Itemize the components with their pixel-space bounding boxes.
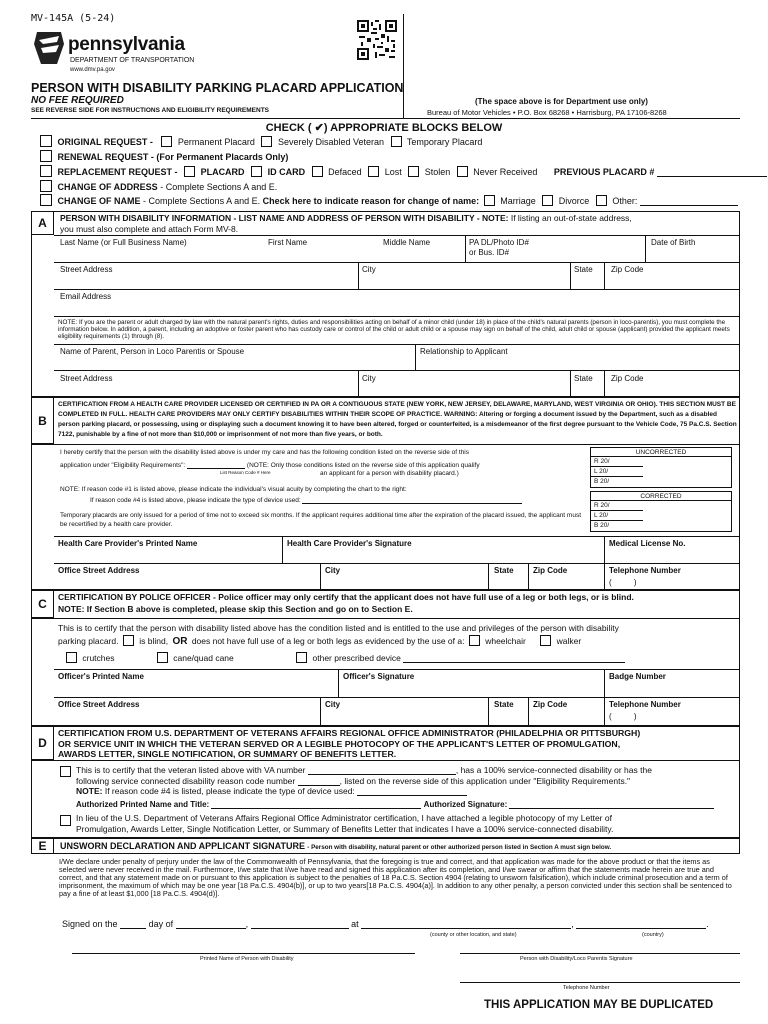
- lost-label: Lost: [384, 167, 402, 177]
- auth-signature-label: Authorized Signature:: [423, 800, 508, 809]
- relationship-label: Relationship to Applicant: [420, 347, 508, 356]
- permanent-placard-label: Permanent Placard: [177, 137, 255, 147]
- officer-office-label: Office Street Address: [58, 700, 140, 709]
- applicant-name-field[interactable]: [56, 248, 461, 260]
- va-line-3b: If reason code #4 is listed, please indicate the type of device used:: [104, 786, 355, 796]
- defaced-label: Defaced: [328, 167, 362, 177]
- temp-placard-note: Temporary placards are only issued for a period of time not to exceed six months. If the applicant requires additional time after the expiration of the placard issued, the applicant must be recertified by a health care provider.: [60, 512, 582, 528]
- email-field[interactable]: [56, 302, 736, 314]
- signed-location-field[interactable]: [361, 920, 571, 929]
- police-line-2b: does not have full use of a leg or both legs as evidenced by the use of a:: [191, 636, 465, 646]
- change-of-address-label: CHANGE OF ADDRESS: [57, 182, 158, 192]
- section-d-heading-3: AWARDS LETTER, SINGLE NOTIFICATION, OR SUMMARY OF BENEFITS LETTER.: [58, 749, 397, 759]
- auth-name-label: Authorized Printed Name and Title:: [76, 800, 210, 809]
- license-label: Medical License No.: [609, 539, 686, 548]
- section-a-letter: A: [31, 211, 54, 235]
- placard-label: PLACARD: [200, 167, 245, 177]
- id-card-label: ID CARD: [267, 167, 306, 177]
- lieu-line-1: In lieu of the U.S. Department of Veterans Affairs Regional Office Administrator certification, I have attached a legible photocopy of my Letter of: [76, 813, 612, 823]
- officer-name-label: Officer's Printed Name: [58, 672, 144, 681]
- see-reverse: SEE REVERSE SIDE FOR INSTRUCTIONS AND ELIGIBILITY REQUIREMENTS: [31, 107, 269, 114]
- zip-label: Zip Code: [611, 265, 644, 274]
- other-device-checkbox[interactable]: [296, 652, 307, 663]
- printed-name-line[interactable]: [72, 953, 415, 954]
- signature-caption: Person with Disability/Loco Parentis Signature: [520, 956, 633, 962]
- officer-city-label: City: [325, 700, 341, 709]
- change-of-name-checkbox[interactable]: [40, 194, 52, 206]
- day-of-label: day of: [148, 919, 174, 929]
- corrected-label: CORRECTED: [591, 492, 731, 501]
- change-of-name-rest: - Complete Sections A and E.: [143, 196, 261, 206]
- dob-label: Date of Birth: [651, 238, 696, 247]
- divorce-checkbox[interactable]: [542, 195, 553, 206]
- other-checkbox[interactable]: [596, 195, 607, 206]
- wheelchair-checkbox[interactable]: [469, 635, 480, 646]
- street-address-label: Street Address: [60, 265, 113, 274]
- telephone-line[interactable]: [460, 982, 740, 983]
- va-line-1b: , has a 100% service-connected disability or has the: [455, 765, 652, 775]
- blind-checkbox[interactable]: [123, 635, 134, 646]
- pa-dl-label: PA DL/Photo ID#: [469, 238, 529, 247]
- original-request-label: ORIGINAL REQUEST -: [57, 137, 153, 147]
- lost-checkbox[interactable]: [368, 166, 379, 177]
- corrected-b[interactable]: B 20/: [594, 522, 610, 529]
- corrected-l[interactable]: L 20/: [591, 511, 643, 521]
- section-b-letter: B: [31, 397, 54, 444]
- renewal-request-checkbox[interactable]: [40, 150, 52, 162]
- section-a-note: NOTE: If you are the parent or adult charged by law with the natural parent's rights, duties and responsibilities acting on behalf of a minor child (under 18) in place of the child's natural parents (person in loco-parentis), you must complete the information below. In addition, a parent, including an adoptive or foster parent who has custody care or control of the child or adult child or a spouse may sign on behalf of the child, adult child or spouse (applicant) provided the applicant meets eligibility requirements (1) through (8).: [58, 319, 730, 341]
- section-a-heading: PERSON WITH DISABILITY INFORMATION - LIST NAME AND ADDRESS OF PERSON WITH DISABILITY - NOTE:: [60, 213, 509, 223]
- officer-phone-label: Telephone Number: [609, 700, 681, 709]
- va-device-field[interactable]: [357, 787, 467, 796]
- acuity-note-2: If reason code #4 is listed above, please indicate the type of device used:: [90, 497, 301, 504]
- other-device-field[interactable]: [403, 654, 625, 663]
- declaration-text: I/We declare under penalty of perjury under the law of the Commonwealth of Pennsylvania, that the foregoing is true and correct, and that application was made for the above product or that the items as selected were never received in the mail. Furthermore, I/we state that I/we have read and signed this application after its completion, and I/we swear or affirm that the statements made herein are true and correct, and that any statement made on or pursuant to this application is subject to the penalties of 18 Pa.C.S. Section 4904 (relating to unsworn falsification), which include criminal prosecution and a term of imprisonment, the maximum of which may be one year [18 Pa.C.S. 4904(b)], or up to two years[18 Pa.C.S. 4904(a)]. In addition to any other penalty, a person convicted under this section shall be sentenced to pay a fine of at least $1,000 [18 Pa.C.S. 4904(d)].: [59, 857, 732, 898]
- first-name-label: First Name: [268, 238, 308, 247]
- device-used-field[interactable]: [302, 495, 522, 504]
- other-label: Other:: [612, 196, 638, 206]
- replacement-request-checkbox[interactable]: [40, 165, 52, 177]
- form-id: MV-145A (5-24): [31, 13, 116, 24]
- cane-checkbox[interactable]: [157, 652, 168, 663]
- printed-name-caption: Printed Name of Person with Disability: [200, 956, 294, 962]
- section-a-heading-rest: If listing an out-of-state address,: [510, 213, 632, 223]
- reason-code-caption: List Reason Code # Here: [220, 470, 271, 475]
- hcp-state-label: State: [494, 566, 514, 575]
- never-received-checkbox[interactable]: [457, 166, 468, 177]
- officer-phone-paren[interactable]: ( ): [609, 712, 637, 721]
- logo-dept: DEPARTMENT OF TRANSPORTATION: [70, 57, 195, 64]
- certify-note: (NOTE: Only those conditions listed on the reverse side of this application qualify: [246, 462, 480, 469]
- qr-code-icon: [357, 20, 397, 60]
- keystone-logo-icon: [33, 30, 65, 66]
- placard-checkbox[interactable]: [184, 166, 195, 177]
- acuity-note-1: NOTE: If reason code #1 is listed above, please indicate the individual's visual acuity by completing the chart to the right:: [60, 486, 407, 493]
- stolen-label: Stolen: [424, 167, 451, 177]
- uncorrected-chart: [590, 447, 732, 488]
- va-line-1a: This is to certify that the veteran listed above with VA number: [76, 765, 306, 775]
- signed-on-label: Signed on the: [62, 919, 118, 929]
- va-line-2b: , listed on the reverse side of this application under "Eligibility Requirements.": [339, 776, 631, 786]
- temporary-placard-checkbox[interactable]: [391, 136, 402, 147]
- parent-zip-label: Zip Code: [611, 374, 644, 383]
- corrected-r[interactable]: R 20/: [591, 501, 643, 511]
- section-c-heading: CERTIFICATION BY POLICE OFFICER - Police officer may only certify that the applicant does not have full use of a leg or both legs, or is blind.: [58, 592, 634, 602]
- change-of-address-checkbox[interactable]: [40, 180, 52, 192]
- logo-name: pennsylvania: [68, 34, 185, 55]
- county-caption: (county or other location, and state): [430, 932, 517, 938]
- auth-signature-field[interactable]: [509, 800, 714, 809]
- temporary-placard-label: Temporary Placard: [406, 137, 483, 147]
- crutches-checkbox[interactable]: [66, 652, 77, 663]
- last-name-label: Last Name (or Full Business Name): [60, 238, 187, 247]
- walker-checkbox[interactable]: [540, 635, 551, 646]
- crutches-label: crutches: [82, 653, 115, 663]
- middle-name-label: Middle Name: [383, 238, 431, 247]
- blind-label: is blind,: [139, 636, 169, 646]
- applicant-signature-line[interactable]: [460, 953, 740, 954]
- section-d-heading-1: CERTIFICATION FROM U.S. DEPARTMENT OF VETERANS AFFAIRS REGIONAL OFFICE ADMINISTRATOR (PHILADELPHIA OR PITTSBURGH): [58, 728, 641, 738]
- police-line-1: This is to certify that the person with disability listed above has the condition listed and is entitled to the use and privileges of the person with disability: [58, 623, 619, 633]
- signed-year-field[interactable]: [251, 920, 349, 929]
- footer-duplicated: THIS APPLICATION MAY BE DUPLICATED: [484, 999, 714, 1011]
- certify-note-2: an applicant for a person with disability placard.): [320, 470, 459, 477]
- change-of-name-label: CHANGE OF NAME: [57, 196, 141, 206]
- section-b-cert: CERTIFICATION FROM A HEALTH CARE PROVIDER LICENSED OR CERTIFIED IN PA OR A CONTIGUOUS STATE (NEW YORK, NEW JERSEY, DELAWARE, MARYLAND, WEST VIRGINIA OR OHIO). THIS SECTION MUST BE COMPLETED IN FULL. HEALTH CARE PROVIDERS MAY ONLY CERTIFY DISABILITIES WITHIN THEIR SCOPE OF PRACTICE. WARNING: Altering or forging a document issued by the Department, such as a disabled person parking placard, or possessing, using or displaying such a document knowing it to have been altered, forged or counterfeited, is a misdemeanor of the first degree pursuant to the Vehicle Code, 75 Pa.C.S. Section 7122, punishable by a fine of not more than $10,000 or imprisonment of not more than five years, or both.: [58, 401, 737, 438]
- renewal-request-label: RENEWAL REQUEST - (For Permanent Placards Only): [57, 152, 289, 162]
- previous-placard-field[interactable]: [657, 168, 767, 177]
- va-number-field[interactable]: [308, 766, 456, 775]
- va-line-2a: following service connected disability reason code number: [76, 776, 296, 786]
- other-reason-field[interactable]: [640, 197, 738, 206]
- section-c-letter: C: [31, 590, 54, 618]
- section-e-heading-rest: - Person with disability, natural parent or other authorized person listed in Section A must sign below.: [307, 844, 612, 851]
- auth-name-field[interactable]: [211, 800, 421, 809]
- city-label: City: [362, 265, 376, 274]
- defaced-checkbox[interactable]: [312, 166, 323, 177]
- permanent-placard-checkbox[interactable]: [161, 136, 172, 147]
- other-device-label: other prescribed device: [312, 653, 401, 663]
- hcp-office-label: Office Street Address: [58, 566, 140, 575]
- hcp-name-label: Health Care Provider's Printed Name: [58, 539, 198, 548]
- section-e-heading: UNSWORN DECLARATION AND APPLICANT SIGNATURE: [60, 841, 305, 851]
- reason-code-field[interactable]: [187, 460, 245, 469]
- no-fee: NO FEE REQUIRED: [31, 95, 124, 106]
- dept-use-note: (The space above is for Department use only): [475, 97, 648, 106]
- section-d-letter: D: [31, 726, 54, 760]
- parent-street-label: Street Address: [60, 374, 113, 383]
- corrected-chart: [590, 491, 732, 532]
- never-received-label: Never Received: [473, 167, 538, 177]
- divorce-label: Divorce: [558, 196, 590, 206]
- section-a-heading-line2: you must also complete and attach Form MV-8.: [60, 224, 239, 234]
- lieu-checkbox[interactable]: [60, 815, 71, 826]
- lieu-line-2: Promulgation, Awards Letter, Single Notification Letter, or Summary of Benefits Letter that indicates I have a 100% service-connected disability.: [76, 824, 614, 834]
- severely-disabled-checkbox[interactable]: [261, 136, 272, 147]
- hcp-phone-label: Telephone Number: [609, 566, 681, 575]
- signed-day-field[interactable]: [120, 920, 146, 929]
- wheelchair-label: wheelchair: [485, 636, 526, 646]
- hcp-signature-label: Health Care Provider's Signature: [287, 539, 412, 548]
- name-change-reason-label: Check here to indicate reason for change of name:: [262, 196, 480, 206]
- section-e-letter: E: [31, 838, 54, 854]
- telephone-caption: Telephone Number: [563, 985, 610, 991]
- or-label: OR: [172, 636, 188, 647]
- police-line-2a: parking placard.: [58, 636, 119, 646]
- logo-url: www.dmv.pa.gov: [70, 67, 115, 73]
- va-certify-checkbox[interactable]: [60, 766, 71, 777]
- officer-state-label: State: [494, 700, 514, 709]
- bureau-address: Bureau of Motor Vehicles • P.O. Box 68268 • Harrisburg, PA 17106-8268: [427, 108, 667, 117]
- officer-signature-label: Officer's Signature: [343, 672, 415, 681]
- badge-label: Badge Number: [609, 672, 666, 681]
- stolen-checkbox[interactable]: [408, 166, 419, 177]
- pa-dl-label-2: or Bus. ID#: [469, 248, 510, 257]
- marriage-checkbox[interactable]: [484, 195, 495, 206]
- walker-label: walker: [556, 636, 582, 646]
- original-request-checkbox[interactable]: [40, 135, 52, 147]
- parent-city-label: City: [362, 374, 376, 383]
- form-title: PERSON WITH DISABILITY PARKING PLACARD APPLICATION: [31, 81, 404, 95]
- marriage-label: Marriage: [500, 196, 536, 206]
- parent-state-label: State: [574, 374, 593, 383]
- country-caption: (country): [642, 932, 664, 938]
- id-card-checkbox[interactable]: [251, 166, 262, 177]
- uncorrected-r[interactable]: R 20/: [591, 457, 643, 467]
- parent-name-label: Name of Parent, Person in Loco Parentis or Spouse: [60, 347, 245, 356]
- replacement-request-label: REPLACEMENT REQUEST -: [57, 167, 178, 177]
- severely-disabled-label: Severely Disabled Veteran: [277, 137, 385, 147]
- va-note-label: NOTE:: [76, 786, 103, 796]
- email-label: Email Address: [60, 292, 112, 301]
- at-label: at: [351, 919, 359, 929]
- state-label: State: [574, 265, 593, 274]
- hcp-zip-label: Zip Code: [533, 566, 568, 575]
- cane-label: cane/quad cane: [173, 653, 234, 663]
- section-d-heading-2: OR SERVICE UNIT IN WHICH THE VETERAN SERVED OR A LEGIBLE PHOTOCOPY OF THE APPLICANT'S LETTER OF PROMULGATION,: [58, 739, 621, 749]
- check-heading: CHECK ( ✔) APPROPRIATE BLOCKS BELOW: [265, 122, 503, 134]
- officer-zip-label: Zip Code: [533, 700, 568, 709]
- previous-placard-label: PREVIOUS PLACARD #: [553, 167, 655, 177]
- certify-line-1: I hereby certify that the person with the disability listed above is under my care and has the following condition listed on the reverse side of this: [60, 449, 470, 456]
- signed-month-field[interactable]: [176, 920, 246, 929]
- hcp-phone-paren[interactable]: ( ): [609, 578, 637, 587]
- signed-country-field[interactable]: [576, 920, 706, 929]
- uncorrected-l[interactable]: L 20/: [591, 467, 643, 477]
- change-of-address-rest: - Complete Sections A and E.: [160, 182, 278, 192]
- uncorrected-label: UNCORRECTED: [591, 448, 731, 457]
- va-reason-field[interactable]: [298, 777, 340, 786]
- hcp-city-label: City: [325, 566, 341, 575]
- uncorrected-b[interactable]: B 20/: [594, 478, 610, 485]
- certify-line-2: application under "Eligibility Requirements":: [60, 462, 186, 469]
- section-c-heading-2: NOTE: If Section B above is completed, please skip this Section and go on to Section E.: [58, 604, 413, 614]
